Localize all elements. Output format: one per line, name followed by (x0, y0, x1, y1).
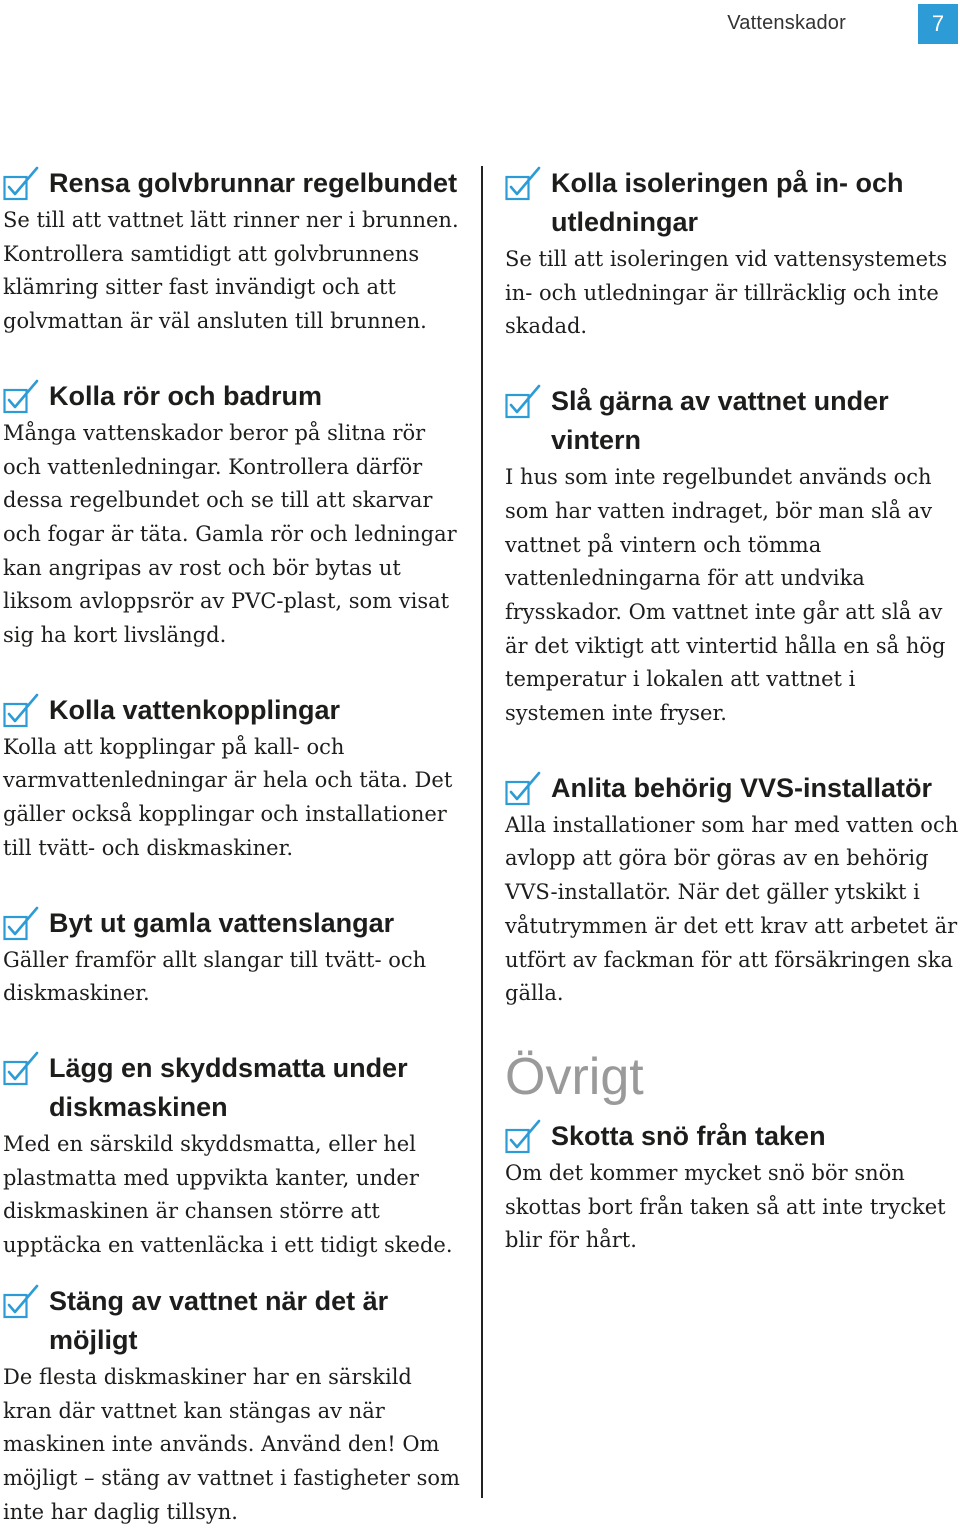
section-heading: Kolla vattenkopplingar (49, 694, 341, 725)
section-body: Med en särskild skyddsmatta, eller hel plastmatta med uppvikta kanter, under diskmaskinen är chansen större att upptäcka en vattenläcka i ett tidigt skede. (3, 1131, 453, 1258)
checkbox-checked-icon (3, 905, 41, 941)
section-heading: Byt ut gamla vattenslangar (49, 907, 395, 938)
section-body: Kolla att kopplingar på kall- och varmvattenledningar är hela och täta. Det gäller också kopplingar och installationer till tvätt- och diskmaskiner. (3, 734, 453, 860)
section-body: Se till att isoleringen vid vattensystemets in- och utledningar är tillräcklig och inte skadad. (505, 247, 948, 339)
checkbox-checked-icon (3, 165, 41, 201)
checkbox-checked-icon (505, 383, 543, 419)
section-skyddsmatta (3, 1049, 461, 1263)
section-body: I hus som inte regelbundet används och som har vatten indraget, bör man slå av vattnet på vintern och tömma vattenledningarna för att undvika frysskador. Om vattnet inte går att slå av är det viktigt att vintertid hålla en så hög temperatur i lokalen att vattnet i systemen inte fryser. (505, 465, 946, 726)
checkbox-checked-icon (3, 1283, 41, 1319)
checkbox-checked-icon (505, 1118, 543, 1154)
checkbox-checked-icon (3, 692, 41, 728)
section-body: Alla installationer som har med vatten och avlopp att göra bör göras av en behörig VVS-installatör. När det gäller ytskikt i våtutrymmen är det ett krav att arbetet är utfört av fackman för att försäkringen ska gälla. (505, 812, 959, 1006)
section-heading: Slå gärna av vattnet under vintern (551, 386, 889, 456)
section-skotta-sno (505, 1117, 960, 1258)
section-kolla-ror (3, 377, 461, 653)
checkbox-checked-icon (505, 165, 543, 201)
right-column (505, 164, 960, 1258)
section-heading: Stäng av vattnet när det är möjligt (49, 1286, 389, 1355)
section-heading: Lägg en skyddsmatta under diskmaskinen (49, 1052, 408, 1122)
column-divider (481, 166, 483, 1498)
section-heading: Skotta snö från taken (551, 1120, 826, 1151)
page-number-badge: 7 (918, 4, 958, 44)
section-heading: Anlita behörig VVS-installatör (551, 772, 933, 803)
section-vattenkopplingar (3, 691, 461, 866)
section-rensa-golvbrunnar (3, 164, 461, 339)
section-body: Om det kommer mycket snö bör snön skottas bort från taken så att inte trycket blir för hårt. (505, 1160, 946, 1253)
section-heading: Kolla rör och badrum (49, 380, 323, 411)
section-vintern (505, 382, 960, 731)
checkbox-checked-icon (3, 1050, 41, 1086)
section-body: De flesta diskmaskiner har en särskild kran där vattnet kan stängas av när maskinen inte används. Använd den! Om möjligt – stäng av vattnet i fastigheter som inte har daglig tillsyn. (3, 1365, 460, 1524)
running-title: Vattenskador (727, 12, 846, 34)
section-heading: Kolla isoleringen på in- och utledningar (551, 168, 904, 237)
other-section-title: Övrigt (505, 1047, 644, 1106)
checkbox-checked-icon (505, 770, 543, 806)
section-heading: Rensa golvbrunnar regelbundet (49, 168, 458, 198)
section-vvs-installator (505, 769, 960, 1011)
section-stang-av-vattnet (3, 1282, 461, 1530)
section-body: Se till att vattnet lätt rinner ner i brunnen. Kontrollera samtidigt att golvbrunnens klämring sitter fast invändigt och att golvmattan är väl ansluten till brunnen. (3, 208, 459, 334)
section-body: Många vattenskador beror på slitna rör och vattenledningar. Kontrollera därför dessa regelbundet och se till att skarvar och fogar är täta. Gamla rör och ledningar kan angripas av rost och bör bytas ut liksom avloppsrör av PVC-plast, som visat sig ha kort livslängd. (3, 420, 457, 648)
section-vattenslangar (3, 904, 461, 1011)
section-body: Gäller framför allt slangar till tvätt- och diskmaskiner. (3, 947, 427, 1006)
section-isoleringen (505, 164, 960, 344)
checkbox-checked-icon (3, 378, 41, 414)
left-column (3, 164, 461, 1263)
